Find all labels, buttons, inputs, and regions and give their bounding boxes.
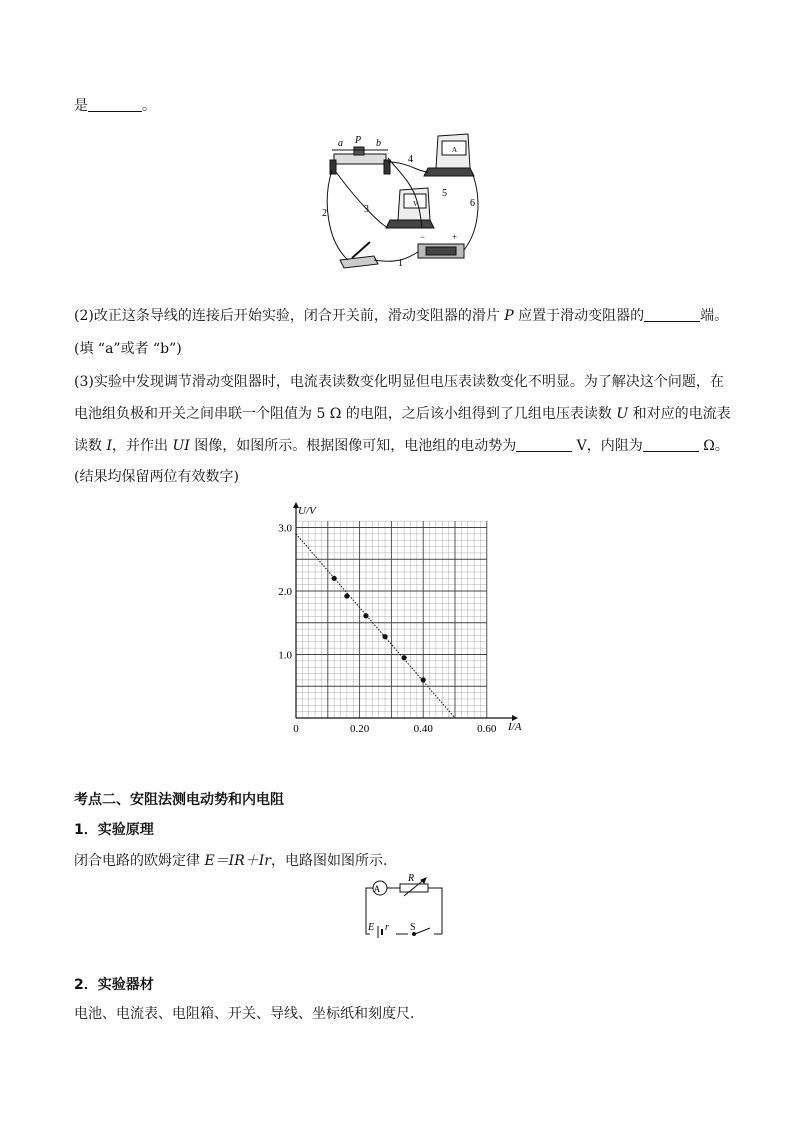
data-point <box>332 576 337 581</box>
q3-text-f: V，内阻为 <box>572 438 643 454</box>
q1-prefix: 是 <box>74 98 88 114</box>
q1-suffix: 。 <box>142 98 156 114</box>
answer-blank-resistance <box>643 437 699 452</box>
chart-grid-major <box>296 521 487 718</box>
battery-minus: − <box>420 232 426 242</box>
y-tick-label: 3.0 <box>278 522 292 535</box>
schematic-ammeter-label: A <box>373 884 381 894</box>
wire-label-3: 3 <box>364 204 369 215</box>
schematic-e-label: E <box>368 922 375 933</box>
data-point <box>421 677 426 682</box>
data-point <box>344 593 349 598</box>
q3-text-b: 和对应的电流表 <box>628 406 731 422</box>
section-2-title: 考点二、安阻法测电动势和内电阻 <box>74 792 284 808</box>
q3-text-d: ，并作出 <box>111 438 173 454</box>
ammeter-device <box>424 134 474 176</box>
x-tick-label: 0.60 <box>477 723 497 735</box>
wire-label-2: 2 <box>322 208 327 219</box>
q1-tail-line <box>74 96 156 116</box>
q3-line-1: (3)实验中发现调节滑动变阻器时，电流表读数变化明显但电压表读数变化不明显。为了解决这个问题，在 <box>74 374 724 390</box>
x-tick-label: 0.20 <box>349 723 370 735</box>
q2-var-p: P <box>504 308 514 324</box>
q3-line-3 <box>74 436 729 456</box>
section-2-principle-text <box>74 851 397 871</box>
x-tick-label: 0 <box>293 723 299 735</box>
wire-label-6: 6 <box>470 198 475 209</box>
schematic-s-label: S <box>410 922 416 933</box>
data-point <box>363 613 368 618</box>
fit-line <box>296 534 455 718</box>
section-2-heading-principle: 1．实验原理 <box>74 822 154 838</box>
schematic-r-label: R <box>408 873 415 884</box>
wire-label-5: 5 <box>442 188 447 199</box>
label-a: a <box>338 138 343 149</box>
q3-line-2 <box>74 404 731 424</box>
rheostat <box>330 147 390 174</box>
section-2-heading-equipment: 2．实验器材 <box>74 977 154 993</box>
circuit-apparatus-figure <box>318 132 498 272</box>
ammeter-label: A <box>452 146 458 154</box>
principle-text-a: 闭合电路的欧姆定律 <box>74 853 205 869</box>
battery-plus: + <box>452 232 458 242</box>
answer-blank-1 <box>88 97 142 112</box>
q2-text-b: 应置于滑动变阻器的 <box>513 308 645 324</box>
q2-text-c: 端。 <box>700 308 729 324</box>
label-b: b <box>376 138 381 149</box>
q2-text-a: (2)改正这条导线的连接后开始实验，闭合开关前，滑动变阻器的滑片 <box>74 308 505 324</box>
y-tick-label: 1.0 <box>278 649 292 662</box>
ohm-law-formula: E＝IR＋Ir <box>204 853 271 869</box>
ui-chart <box>260 500 540 740</box>
voltmeter-device <box>386 188 434 228</box>
chart-y-label: U/V <box>298 505 316 517</box>
q3-text-g: Ω。 <box>698 438 729 454</box>
q3-text-e: 图像，如图所示。根据图像可知，电池组的电动势为 <box>189 438 517 454</box>
q3-text-a: 电池组负极和开关之间串联一个阻值为 5 Ω 的电阻，之后该小组得到了几组电压表读数 <box>74 406 617 422</box>
principle-text-b: ，电路图如图所示． <box>270 853 397 869</box>
data-point <box>382 634 387 639</box>
schematic-r-small-label: r <box>385 922 389 933</box>
chart-fit-line <box>296 534 455 718</box>
label-p: P <box>355 135 362 146</box>
section-2-equipment-text: 电池、电流表、电阻箱、开关、导线、坐标纸和刻度尺． <box>74 1006 424 1022</box>
chart-tick-labels <box>278 523 497 736</box>
y-tick-label: 2.0 <box>278 586 292 598</box>
battery-device <box>418 244 464 258</box>
q2-line-2: (填 “a”或者 “b”) <box>74 341 182 357</box>
q3-var-u: U <box>616 406 629 422</box>
wire-label-1: 1 <box>398 258 403 269</box>
switch-device <box>340 242 378 268</box>
x-tick-label: 0.40 <box>413 723 433 735</box>
q3-var-i: I <box>106 438 112 454</box>
wire-label-4: 4 <box>408 154 413 165</box>
data-point <box>402 655 407 660</box>
answer-blank-2 <box>644 307 700 322</box>
chart-axes <box>293 502 518 721</box>
q2-line-1 <box>74 306 728 326</box>
answer-blank-emf <box>516 437 572 452</box>
voltmeter-label: V <box>413 200 419 208</box>
q3-line-4: (结果均保留两位有效数字) <box>74 469 239 485</box>
q3-text-c: 读数 <box>74 438 107 454</box>
chart-x-label: I/A <box>508 721 522 733</box>
q3-var-ui: UI <box>172 438 190 454</box>
circuit-schematic <box>360 872 450 942</box>
